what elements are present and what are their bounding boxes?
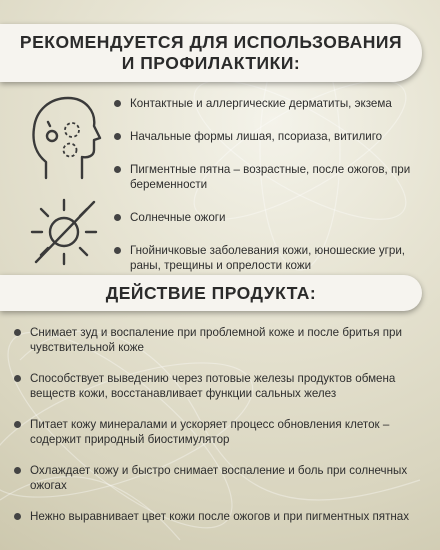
list-item-text: Снимает зуд и воспаление при проблемной коже и после бритья при чувствительной коже	[30, 326, 402, 354]
action-list	[30, 325, 428, 524]
recommended-list	[130, 96, 418, 273]
bullet-icon	[114, 133, 121, 140]
list-item-text: Контактные и аллергические дерматиты, экзема	[130, 97, 392, 110]
list-item	[130, 243, 418, 273]
list-item	[130, 96, 418, 111]
list-item-text: Гнойничковые заболевания кожи, юношеские угри, раны, трещины и опрелости кожи	[130, 244, 406, 272]
list-item	[130, 162, 418, 192]
crossed-sun-icon	[28, 196, 100, 268]
list-item	[30, 463, 428, 493]
list-item	[30, 371, 428, 401]
list-item-text: Начальные формы лишая, псориаза, витилиго	[130, 130, 383, 143]
list-item-text: Способствует выведению через потовые железы продуктов обмена веществ кожи, восстанавливает функции сальных желез	[30, 372, 396, 400]
list-item-text: Охлаждает кожу и быстро снимает воспаление и боль при солнечных ожогах	[30, 464, 408, 492]
list-item-text: Солнечные ожоги	[130, 211, 226, 224]
list-item	[130, 129, 418, 144]
list-item	[30, 509, 428, 524]
bullet-icon	[14, 329, 21, 336]
bullet-icon	[114, 100, 121, 107]
bullet-icon	[114, 247, 121, 254]
face-profile-icon	[28, 92, 102, 184]
bullet-icon	[14, 375, 21, 382]
recommended-header	[0, 24, 422, 82]
list-item-text: Нежно выравнивает цвет кожи после ожогов и при пигментных пятнах	[30, 510, 410, 523]
bullet-icon	[14, 513, 21, 520]
list-item	[30, 325, 428, 355]
list-item-text: Питает кожу минералами и ускоряет процесс обновления клеток – содержит природный биостимулятор	[30, 418, 390, 446]
list-item	[130, 210, 418, 225]
action-header-text: ДЕЙСТВИЕ ПРОДУКТА:	[105, 282, 317, 303]
bullet-icon	[114, 166, 121, 173]
bullet-icon	[14, 421, 21, 428]
recommended-header-line2: И ПРОФИЛАКТИКИ:	[121, 53, 301, 73]
recommended-header-line1: РЕКОМЕНДУЕТСЯ ДЛЯ ИСПОЛЬЗОВАНИЯ	[19, 32, 403, 52]
list-item	[30, 417, 428, 447]
bullet-icon	[114, 214, 121, 221]
list-item-text: Пигментные пятна – возрастные, после ожогов, при беременности	[130, 163, 411, 191]
action-header	[0, 275, 422, 311]
bullet-icon	[14, 467, 21, 474]
